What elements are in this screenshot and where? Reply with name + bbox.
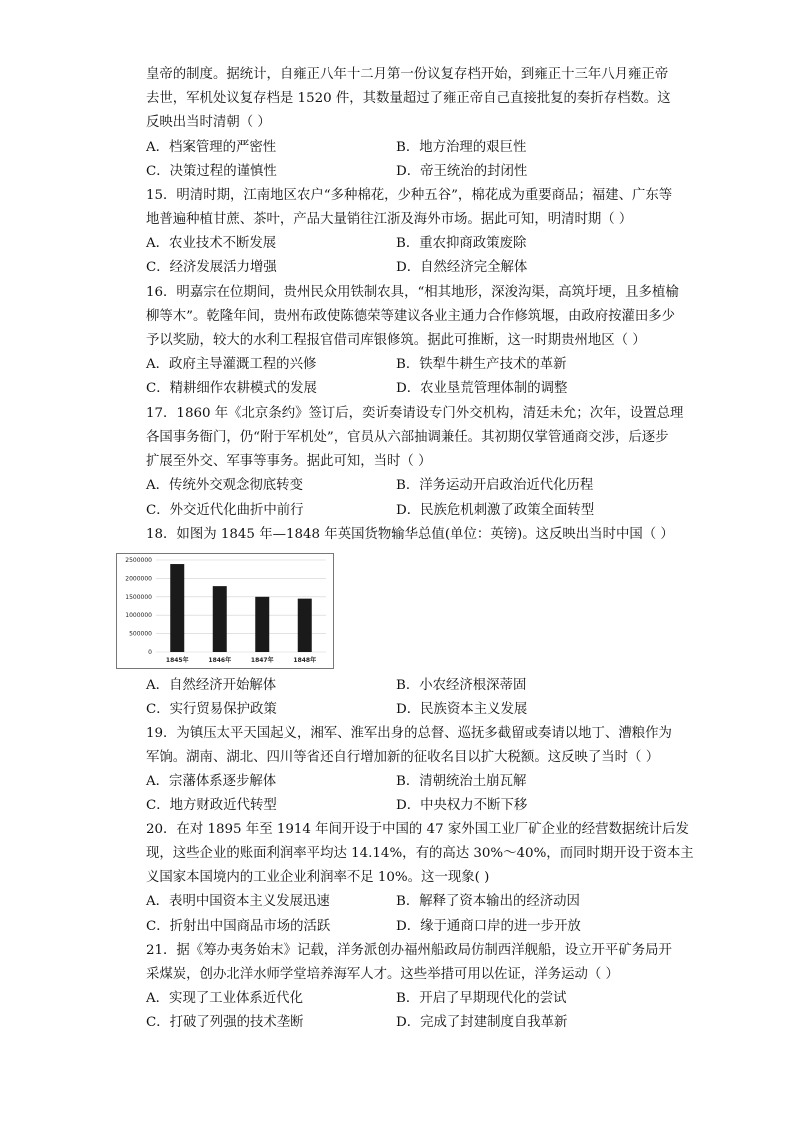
question-21-option-a[interactable]: A．实现了工业体系近代化 — [146, 991, 303, 1006]
x-tick-label: 1846年 — [208, 657, 232, 664]
question-16-option-b[interactable]: B．铁犁牛耕生产技术的革新 — [396, 357, 567, 372]
question-16-stem-line-2: 柳等木”。乾隆年间，贵州布政使陈德荣等建议各业主通力合作修筑堰，由政府按灌田多少 — [146, 309, 676, 324]
question-19-option-b[interactable]: B．清朝统治土崩瓦解 — [396, 774, 527, 789]
x-tick-label: 1848年 — [293, 657, 317, 664]
question-19-stem-line-2: 军饷。湖南、湖北、四川等省还自行增加新的征收名目以扩大税额。这反映了当时（ ） — [146, 750, 660, 765]
question-17-option-d[interactable]: D．民族危机刺激了政策全面转型 — [396, 503, 595, 518]
question-21-option-d[interactable]: D．完成了封建制度自我革新 — [396, 1015, 568, 1030]
question-20-option-b[interactable]: B．解释了资本输出的经济动因 — [396, 894, 580, 909]
question-16-stem-line-3: 予以奖励，较大的水利工程报官借司库银修筑。据此可推断，这一时期贵州地区（ ） — [146, 333, 646, 348]
bar-chart — [116, 553, 334, 669]
question-18-option-d[interactable]: D．民族资本主义发展 — [396, 702, 528, 717]
question-20-option-a[interactable]: A．表明中国资本主义发展迅速 — [146, 894, 330, 909]
question-21-stem-line-2: 采煤炭，创办北洋水师学堂培养海军人才。这些举措可用以佐证，洋务运动（ ） — [146, 967, 619, 982]
question-19-stem-line-1: 19．为镇压太平天国起义，湘军、淮军出身的总督、巡抚多截留或奏请以地丁、漕粮作为 — [146, 726, 672, 741]
question-14-stem-line-2: 去世，军机处议复存档是 1520 件，其数量超过了雍正帝自己直接批复的奏折存档数。这 — [146, 91, 671, 106]
question-15-option-c[interactable]: C．经济发展活力增强 — [146, 260, 277, 275]
question-18-option-a[interactable]: A．自然经济开始解体 — [146, 678, 277, 693]
question-14-option-c[interactable]: C．决策过程的谨慎性 — [146, 164, 277, 179]
x-tick-label: 1845年 — [165, 657, 189, 664]
question-17-stem-line-3: 扩展至外交、军事等事务。据此可知，当时（ ） — [146, 454, 432, 469]
question-19-option-d[interactable]: D．中央权力不断下移 — [396, 798, 528, 813]
question-20-option-d[interactable]: D．缘于通商口岸的进一步开放 — [396, 919, 581, 934]
question-14-option-d[interactable]: D．帝王统治的封闭性 — [396, 164, 528, 179]
question-17-option-c[interactable]: C．外交近代化曲折中前行 — [146, 503, 304, 518]
question-15-option-b[interactable]: B．重农抑商政策废除 — [396, 236, 527, 251]
y-tick-label: 2500000 — [125, 557, 152, 564]
bar-1847年 — [255, 597, 269, 652]
question-20-stem-line-3: 义国家本国境内的工业企业利润率不足 10%。这一现象( ) — [146, 870, 490, 885]
question-21-stem-line-1: 21．据《筹办夷务始末》记载，洋务派创办福州船政局仿制西洋舰船，设立开平矿务局开 — [146, 943, 672, 958]
question-14-stem-line-3: 反映出当时清朝（ ） — [146, 115, 271, 130]
question-16-option-c[interactable]: C．精耕细作农耕模式的发展 — [146, 381, 317, 396]
y-tick-label: 2000000 — [125, 575, 152, 583]
bar-chart-svg — [116, 553, 334, 669]
question-16-stem-line-1: 16．明嘉宗在位期间，贵州民众用铁制农具，“相其地形，深浚沟渠，高筑圩埂，且多植榆 — [146, 285, 679, 300]
question-20-option-c[interactable]: C．折射出中国商品市场的活跃 — [146, 919, 331, 934]
question-16-option-d[interactable]: D．农业垦荒管理体制的调整 — [396, 381, 568, 396]
question-19-option-c[interactable]: C．地方财政近代转型 — [146, 798, 277, 813]
question-15-option-d[interactable]: D．自然经济完全解体 — [396, 260, 528, 275]
question-15-stem-line-1: 15．明清时期，江南地区农户“多种棉花，少种五谷”，棉花成为重要商品；福建、广东等 — [146, 188, 673, 203]
question-14-option-a[interactable]: A．档案管理的严密性 — [146, 140, 277, 155]
question-14-option-b[interactable]: B．地方治理的艰巨性 — [396, 140, 527, 155]
y-tick-label: 1000000 — [125, 612, 152, 620]
y-tick-label: 500000 — [129, 630, 152, 638]
question-15-option-a[interactable]: A．农业技术不断发展 — [146, 236, 277, 251]
question-18-option-b[interactable]: B．小农经济根深蒂固 — [396, 678, 527, 693]
question-20-stem-line-2: 现，这些企业的账面利润率平均达 14.14%，有的高达 30%～40%，而同时期开设于资本主 — [146, 846, 694, 861]
y-tick-label: 1500000 — [125, 593, 152, 601]
question-18-stem-line-1: 18．如图为 1845 年—1848 年英国货物输华总值(单位：英镑)。这反映出当时中国（ ） — [146, 527, 674, 542]
bar-1846年 — [213, 586, 227, 652]
question-21-option-c[interactable]: C．打破了列强的技术垄断 — [146, 1015, 304, 1030]
question-16-option-a[interactable]: A．政府主导灌溉工程的兴修 — [146, 357, 317, 372]
question-19-option-a[interactable]: A．宗藩体系逐步解体 — [146, 774, 277, 789]
bar-1848年 — [298, 599, 312, 652]
x-tick-label: 1847年 — [250, 657, 274, 664]
question-17-stem-line-1: 17．1860 年《北京条约》签订后，奕䜣奏请设专门外交机构，清廷未允；次年，设置总理 — [146, 406, 684, 421]
y-tick-label: 0 — [148, 649, 152, 656]
question-17-option-a[interactable]: A．传统外交观念彻底转变 — [146, 478, 303, 493]
question-15-stem-line-2: 地普遍种植甘蔗、茶叶，产品大量销往江浙及海外市场。据此可知，明清时期（ ） — [146, 212, 633, 227]
question-14-stem-line-1: 皇帝的制度。据统计，自雍正八年十二月第一份议复存档开始，到雍正十三年八月雍正帝 — [146, 67, 669, 82]
bar-1845年 — [170, 564, 184, 652]
question-18-option-c[interactable]: C．实行贸易保护政策 — [146, 702, 277, 717]
question-17-stem-line-2: 各国事务衙门，仍“附于军机处”，官员从六部抽调兼任。其初期仅掌管通商交涉，后逐步 — [146, 430, 669, 445]
question-21-option-b[interactable]: B．开启了早期现代化的尝试 — [396, 991, 567, 1006]
question-20-stem-line-1: 20．在对 1895 年至 1914 年间开设于中国的 47 家外国工业厂矿企业的经营数据统计后发 — [146, 822, 689, 837]
question-17-option-b[interactable]: B．洋务运动开启政治近代化历程 — [396, 478, 594, 493]
